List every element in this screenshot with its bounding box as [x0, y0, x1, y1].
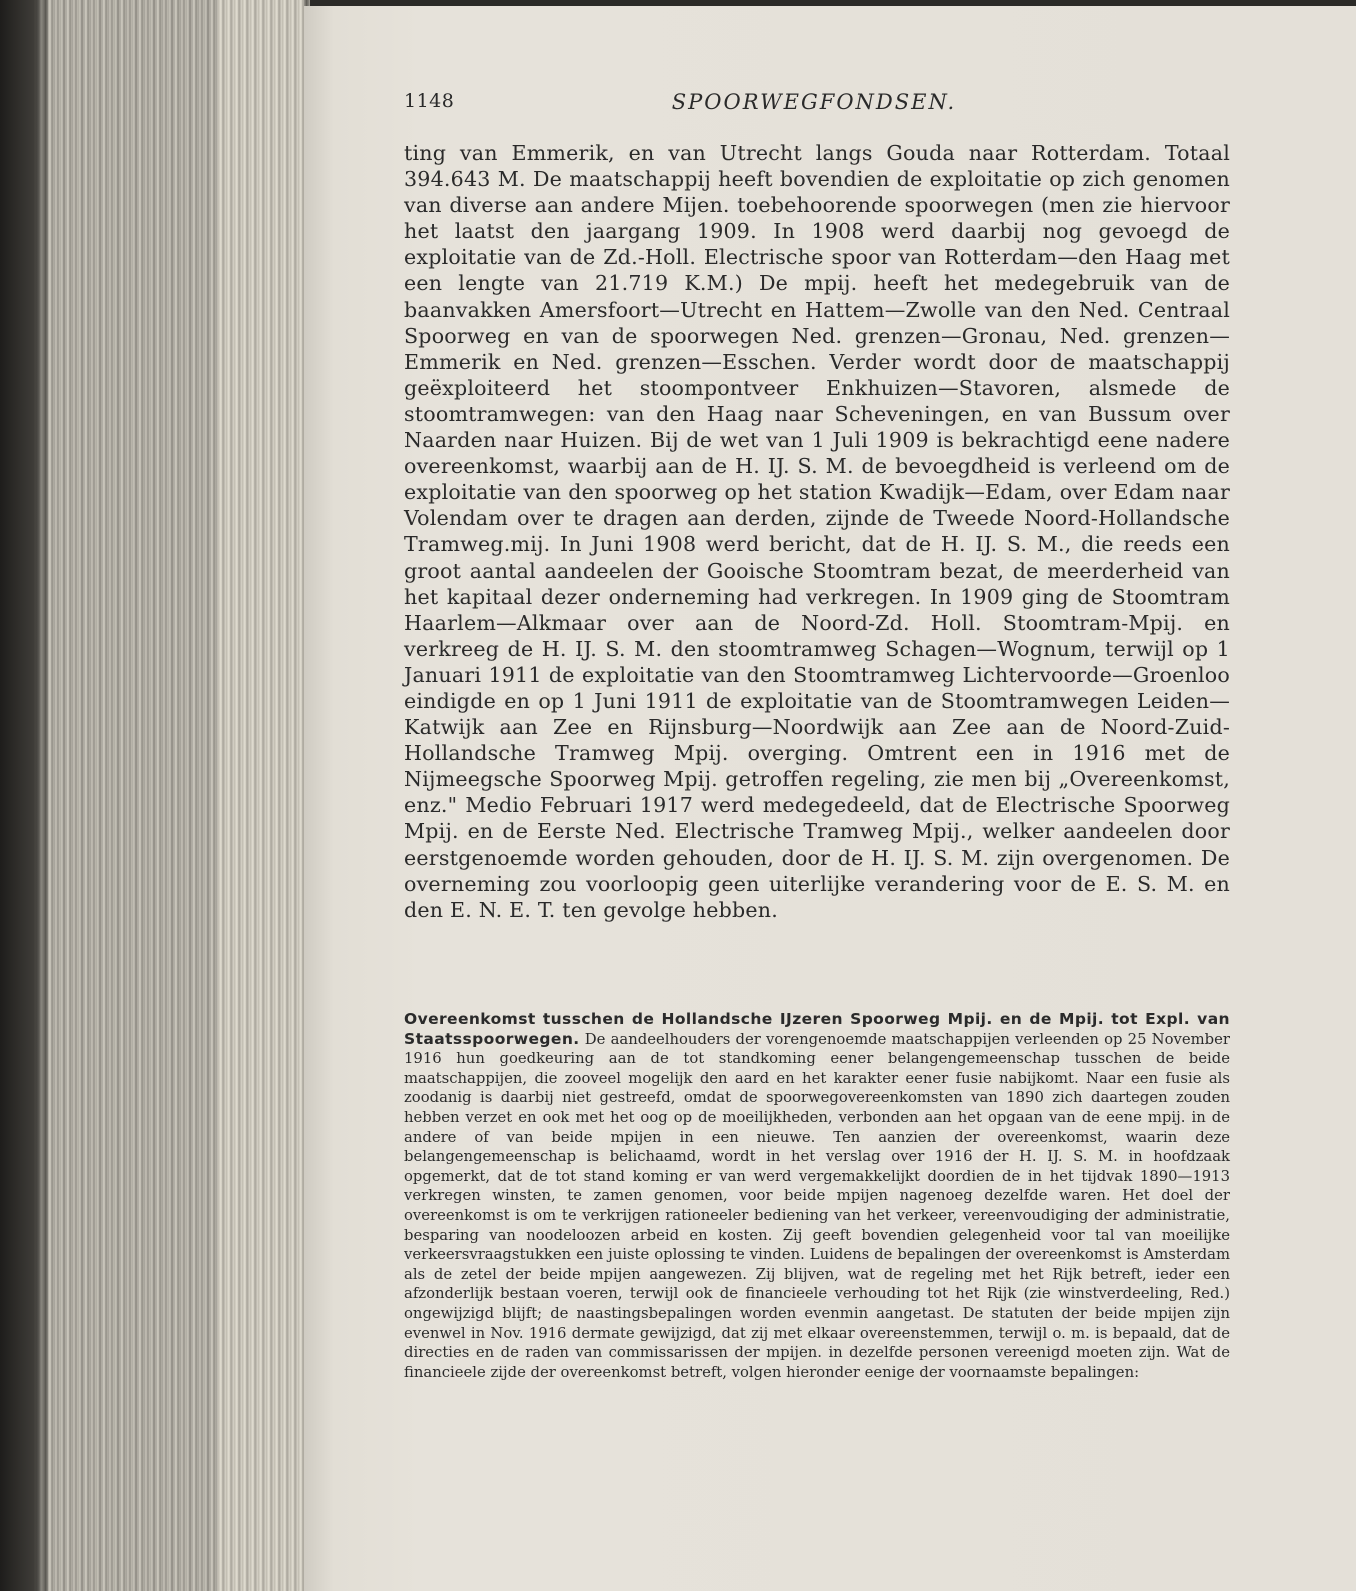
- book-page: [304, 6, 1356, 1591]
- body-paragraph: ting van Emmerik, en van Utrecht langs Gouda naar Rotterdam. Totaal 394.643 M. De maatschappij heeft bovendien de exploitatie op zich genomen van diverse aan andere Mijen. toebehoorende spoorwegen (men zie hiervoor het laatst den jaargang 1909. In 1908 werd daarbij nog gevoegd de exploitatie van de Zd.-Holl. Electrische spoor van Rotterdam—den Haag met een lengte van 21.719 K.M.) De mpij. heeft het medegebruik van de baanvakken Amersfoort—Utrecht en Hattem—Zwolle van den Ned. Centraal Spoorweg en van de spoorwegen Ned. grenzen—Gronau, Ned. grenzen—Emmerik en Ned. grenzen—Esschen. Verder wordt door de maatschappij geëxploiteerd het stoompontveer Enkhuizen—Stavoren, alsmede de stoomtramwegen: van den Haag naar Scheveningen, en van Bussum over Naarden naar Huizen. Bij de wet van 1 Juli 1909 is bekrachtigd eene nadere overeenkomst, waarbij aan de H. IJ. S. M. de bevoegdheid is verleend om de exploitatie van den spoorweg op het station Kwadijk—Edam, over Edam naar Volendam over te dragen aan derden, zijnde de Tweede Noord-Hollandsche Tramweg.mij. In Juni 1908 werd bericht, dat de H. IJ. S. M., die reeds een groot aantal aandeelen der Gooische Stoomtram bezat, de meerderheid van het kapitaal dezer onderneming had verkregen. In 1909 ging de Stoomtram Haarlem—Alkmaar over aan de Noord-Zd. Holl. Stoomtram-Mpij. en verkreeg de H. IJ. S. M. den stoomtramweg Schagen—Wognum, terwijl op 1 Januari 1911 de exploitatie van den Stoomtramweg Lichtervoorde—Groenloo eindigde en op 1 Juni 1911 de exploitatie van de Stoomtramwegen Leiden—Katwijk aan Zee en Rijnsburg—Noordwijk aan Zee aan de Noord-Zuid-Hollandsche Tramweg Mpij. overging. Omtrent een in 1916 met de Nijmeegsche Spoorweg Mpij. getroffen regeling, zie men bij „Overeenkomst, enz." Medio Februari 1917 werd medegedeeld, dat de Electrische Spoorweg Mpij. en de Eerste Ned. Electrische Tramweg Mpij., welker aandeelen door eerstgenoemde worden gehouden, door de H. IJ. S. M. zijn overgenomen. De overneming zou voorloopig geen uiterlijke verandering voor de E. S. M. en den E. N. E. T. ten gevolge hebben.: [404, 141, 1230, 922]
- book-page-edges: [0, 0, 310, 1591]
- page-header: [404, 90, 1224, 120]
- section-overeenkomst: [404, 1010, 1230, 1382]
- spine-shadow: [0, 0, 48, 1591]
- section-text: De aandeelhouders der vorengenoemde maatschappijen verleenden op 25 November 1916 hun goedkeuring aan de tot standkoming eener belangengemeenschap tusschen de beide maatschappijen, die zooveel mogelijk den aard en het karakter eener fusie nabijkomt. Naar een fusie als zoodanig is daarbij niet gestreefd, omdat de spoorwegovereenkomsten van 1890 zich daartegen zouden hebben verzet en ook met het oog op de moeilijkheden, verbonden aan het opgaan van de eene mpij. in de andere of van beide mpijen in een nieuwe. Ten aanzien der overeenkomst, waarin deze belangengemeenschap is belichaamd, wordt in het verslag over 1916 der H. IJ. S. M. in hoofdzaak opgemerkt, dat de tot stand koming er van werd vergemakkelijkt doordien de in het tijdvak 1890—1913 verkregen winsten, te zamen genomen, voor beide mpijen nagenoeg dezelfde waren. Het doel der overeenkomst is om te verkrijgen rationeeler bediening van het verkeer, vereenvoudiging der administratie, besparing van noodeloozen arbeid en kosten. Zij geeft bovendien gelegenheid voor tal van moeilijke verkeersvraagstukken een juiste oplossing te vinden. Luidens de bepalingen der overeenkomst is Amsterdam als de zetel der beide mpijen aangewezen. Zij blijven, wat de regeling met het Rijk betreft, ieder een afzonderlijk bestaan voeren, terwijl ook de financieele verhouding tot het Rijk (zie winstverdeeling, Red.) ongewijzigd blijft; de naastingsbepalingen worden evenmin aangetast. De statuten der beide mpijen zijn evenwel in Nov. 1916 dermate gewijzigd, dat zij met elkaar overeenstemmen, terwijl o. m. is bepaald, dat de directies en de raden van commissarissen der mpijen. in dezelfde personen vereenigd moeten zijn. Wat de financieele zijde der overeenkomst betreft, volgen hieronder eenige der voornaamste bepalingen:: [404, 1030, 1230, 1381]
- page-number: 1148: [404, 90, 455, 112]
- running-title: SPOORWEGFONDSEN.: [671, 90, 957, 114]
- page-stack-left: [48, 0, 218, 1591]
- section-heading: Overeenkomst tusschen de Hollandsche IJzeren Spoorweg Mpij. en de Mpij. tot Expl. van Staatsspoorwegen.: [404, 1010, 1230, 1048]
- page-stack-right: [218, 0, 304, 1591]
